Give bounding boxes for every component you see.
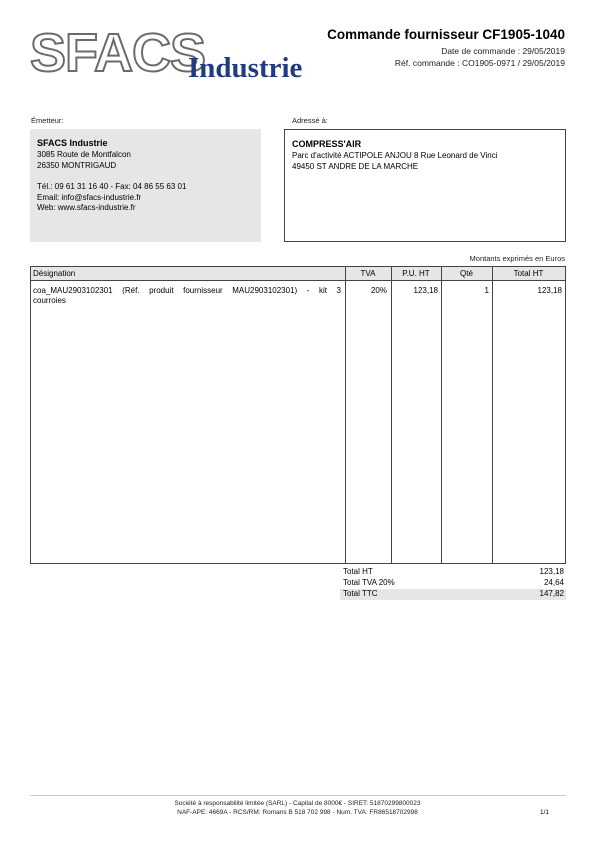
- logo-sfacs-text: SFACS: [30, 23, 206, 83]
- recipient-label: Adressé à:: [292, 116, 328, 125]
- column-divider: [345, 267, 346, 563]
- document-title: Commande fournisseur CF1905-1040: [327, 27, 565, 42]
- recipient-name: COMPRESS'AIR: [292, 139, 362, 149]
- recipient-box: [284, 129, 566, 242]
- total-ttc-value: 147,82: [539, 589, 564, 598]
- total-tva-value: 24,64: [543, 578, 564, 587]
- logo-industrie-text: Industrie: [188, 52, 303, 84]
- column-divider: [492, 267, 493, 563]
- emitter-phone: Tél.: 09 61 31 16 40 - Fax: 04 86 55 63 01: [37, 182, 187, 191]
- header-tva: TVA: [360, 269, 376, 278]
- emitter-name: SFACS Industrie: [37, 138, 108, 148]
- row-designation-line1: coa_MAU2903102301 (Réf. produit fournisseur MAU2903102301) - kit 3: [33, 286, 341, 295]
- total-tva-row: [340, 578, 566, 589]
- emitter-address2: 26350 MONTRIGAUD: [37, 160, 117, 170]
- header-pu-ht: P.U. HT: [402, 269, 430, 278]
- row-qty: 1: [484, 286, 489, 295]
- emitter-box: [30, 129, 261, 242]
- footer-line1: Société à responsabilité limitée (SARL) - Capital de 8000€ - SIRET: 51870299800023: [174, 800, 421, 807]
- order-reference: Réf. commande : CO1905-0971 / 29/05/2019: [394, 58, 565, 68]
- order-date: Date de commande : 29/05/2019: [441, 46, 565, 56]
- emitter-address1: 3085 Route de Montfalcon: [37, 150, 131, 159]
- total-ht-label: Total HT: [343, 567, 373, 576]
- total-ttc-row: [340, 589, 566, 600]
- items-table: [30, 266, 566, 564]
- total-tva-label: Total TVA 20%: [343, 578, 395, 587]
- footer-line2: NAF-APE: 4669A - RCS/RM: Romans B 518 702 998 - Num. TVA: FR86518702998: [177, 809, 418, 816]
- column-divider: [391, 267, 392, 563]
- row-tva: 20%: [370, 286, 387, 295]
- emitter-web: Web: www.sfacs-industrie.fr: [37, 203, 136, 212]
- recipient-address1: Parc d'activité ACTIPOLE ANJOU 8 Rue Leonard de Vinci: [292, 151, 498, 160]
- row-designation-line2: courroies: [33, 296, 66, 305]
- footer-divider: [30, 795, 566, 796]
- total-ht-row: [340, 567, 566, 578]
- emitter-label: Émetteur:: [31, 116, 64, 125]
- header-total-ht: Total HT: [513, 269, 544, 278]
- page-number: 1/1: [539, 809, 549, 816]
- row-pu-ht: 123,18: [413, 286, 438, 295]
- column-divider: [441, 267, 442, 563]
- header-designation: Désignation: [33, 269, 76, 278]
- total-ttc-label: Total TTC: [343, 589, 378, 598]
- recipient-address2: 49450 ST ANDRE DE LA MARCHE: [292, 161, 419, 171]
- currency-note: Montants exprimés en Euros: [469, 254, 565, 263]
- row-total-ht: 123,18: [537, 286, 562, 295]
- header-qty: Qté: [460, 269, 473, 278]
- company-logo: [30, 23, 320, 88]
- total-ht-value: 123,18: [539, 567, 564, 576]
- emitter-email: Email: info@sfacs-industrie.fr: [37, 192, 142, 202]
